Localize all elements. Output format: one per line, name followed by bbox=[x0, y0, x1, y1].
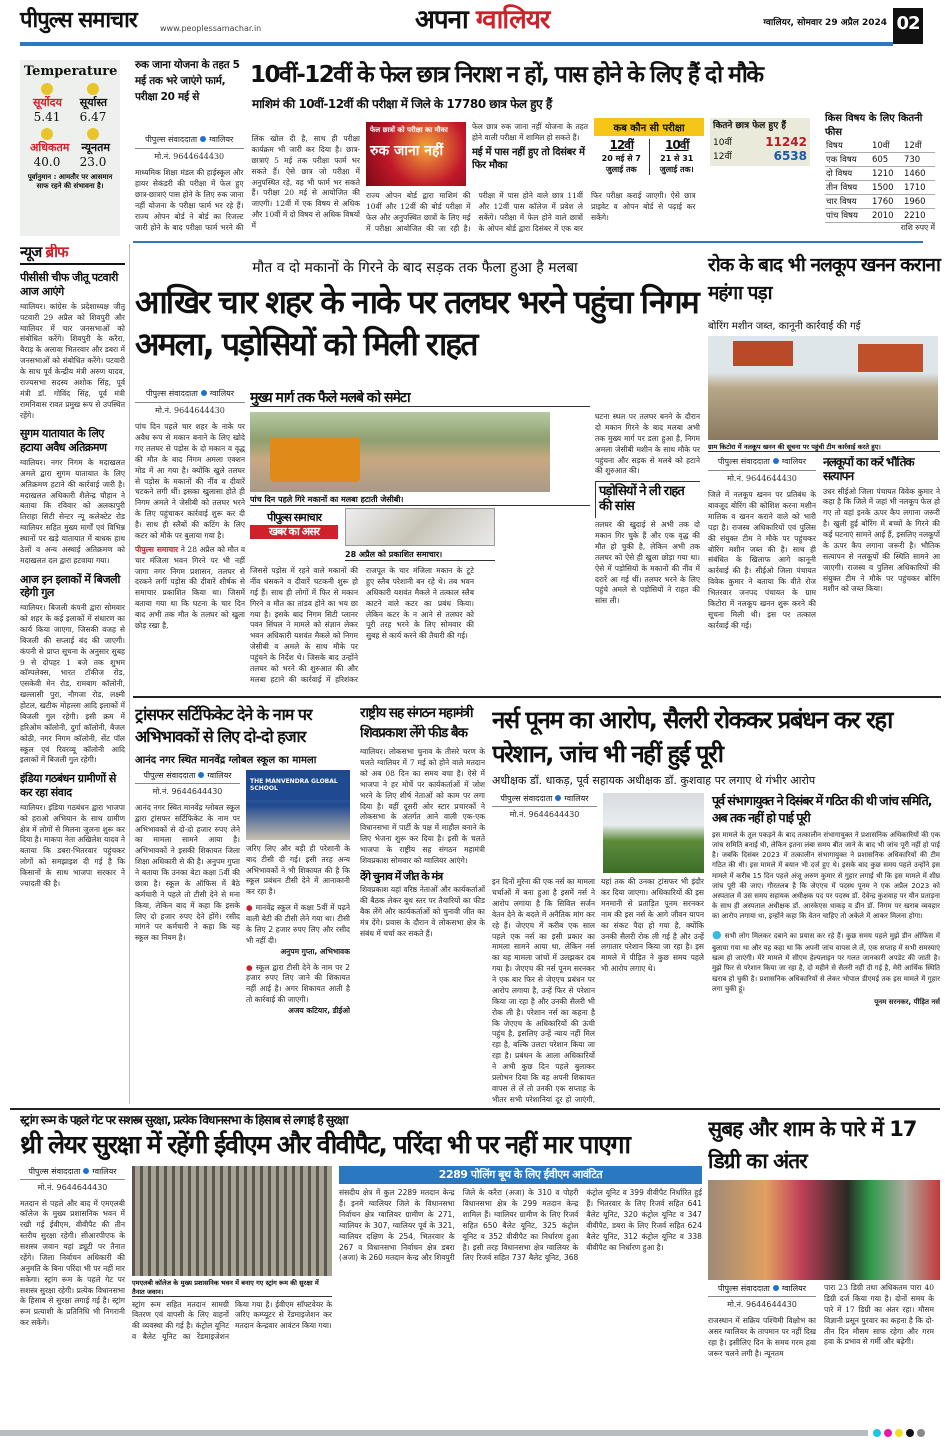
grey-dot bbox=[917, 1429, 925, 1437]
exam-schedule-box: कब कौन सी परीक्षा 12वीं 20 मई से 7 जुलाई तक 10वीं 21 से 31 जुलाई तक। bbox=[594, 118, 704, 175]
main-right-column bbox=[595, 412, 700, 692]
quote-icon: ● bbox=[246, 962, 253, 972]
evm-kicker: स्ट्रांग रूम के पहले गेट पर सशस्त्र सुरक्षा, प्रत्येक विधानसभा के हिसाब से लगाई है सुरक्षा bbox=[20, 1114, 348, 1127]
school-body-2: जरिए लिए और बड़ी ही परेशानी के बाद टीसी दी गई। इसी तरह अन्य अभिभावकों ने भी शिकायत की है कि स्कूल प्रबंधन टीसी देने में आनाकानी कर रहा है। bbox=[246, 843, 350, 897]
website-url: www.peoplessamachar.in bbox=[160, 24, 262, 33]
sun-icon bbox=[41, 83, 53, 95]
truck-shape bbox=[858, 344, 923, 372]
nurse-subhead: अधीक्षक डॉ. धाकड़, पूर्व सहायक अधीक्षक डॉ. कुशवाह पर लगाए थे गंभीर आरोप bbox=[492, 774, 816, 788]
weather-headline: सुबह और शाम के पारे में 17 डिग्री का अंतर bbox=[708, 1117, 917, 1173]
evm-story bbox=[20, 1114, 702, 1426]
brief-text: ग्वालियर। इंडिया गठबंधन द्वारा भाजपा को हराओ अभियान के साथ ग्रामीण क्षेत्र में लोगों से मिलना जुलना शुरू कर दिया है। माकपा नेता अखिलेश यादव ने बताया कि डबरा-भितरवार पहुंचकर लोगों को समझाइश दी गई है कि किसानों के साथ भाजपा सरकार ने ज्यादती की है। bbox=[20, 802, 125, 888]
top-story-subhead: मई में पास नहीं हुए तो दिसंबर में फिर मौका bbox=[472, 146, 585, 172]
news-brief-title: न्यूज ब्रीफ bbox=[20, 244, 125, 265]
thermometer-icon bbox=[87, 128, 99, 140]
borewell-caption: ग्राम किटोरा में नलकूप खनन की सूचना पर पहुंची टीम कार्रवाई करते हुए। bbox=[708, 442, 940, 452]
borewell-left bbox=[708, 456, 816, 692]
main-body-3: जिससे पड़ोस में रहने वाले मकानों की नींव धंसकने व दीवारें चटकनी शुरू हो गई हैं। साथ ही लोगों में फिर से मकान गिरने व मौत का तांडव होने का भय छा गया है। इसके बाद निगम सिटी प्लानर पवन सिंघल ने मामले को संज्ञान लेकर भवन अधिकारी यशवंत मैकले को निगम जेसीबी व अमले के साथ मौके पर पहुंचने के निर्देश थे। जिसके बाद उन्होंने तलघर को भरने की शुरुआत की और मलबा हटाने की कार्रवाई में हरिशंकर राजपूत के चार मंजिला मकान के टूटे हुए स्लैब परेशानी बन रहे थे। तब भवन अधिकारी यशवंत मैकले ने तत्काल स्लैब काटने वाले कटर का प्रबंध किया। लेकिन कटर के न आने से तलघर को पूरी तरह भरने के लिए सोमवार की सुबह से कार्य करने की तैयारी की गई। bbox=[250, 566, 474, 684]
fees-table: किस विषय के लिए कितनी फीस विषय 10वीं 12वीं एक विषय 605 730 दो विषय 1210 1460 तीन विषय 1500 1710 चार विषय 1760 1960 पांच विषय 2010 2210 राशि रुपए में bbox=[825, 113, 935, 232]
color-registration-marks bbox=[873, 1429, 925, 1437]
borewell-subhead: बोरिंग मशीन जब्त, कानूनी कार्रवाई की गई bbox=[708, 321, 861, 332]
top-kicker: रुक जाना योजना के तहत 5 मई तक भरे जाएंगे फार्म, परीक्षा 20 मई से bbox=[135, 59, 240, 103]
top-story-side bbox=[472, 122, 588, 188]
weather-byline: पीपुल्स संवाददाता ग्वालियर मो.नं. 9644644430 bbox=[708, 1283, 816, 1310]
borewell-headline: रोक के बाद भी नलकूप खनन कराना महंगा पड़ा bbox=[708, 254, 940, 304]
rss-subhead: देंगे चुनाव में जीत के मंत्र bbox=[360, 869, 443, 883]
school-quote-2: ● स्कूल द्वारा टीसी देने के नाम पर 2 हजार रुपए लिए जाने की शिकायत नहीं आई है। अगर शिकायत आती है तो कार्रवाई की जाएगी। अजय कटियार, डीईओ bbox=[246, 962, 350, 1016]
schedule-title: कब कौन सी परीक्षा bbox=[594, 118, 704, 136]
main-headline: आखिर चार शहर के नाके पर तलघर भरने पहुंचा निगम अमला, पड़ोसियों को मिली राहत bbox=[135, 283, 698, 363]
school-body: आनंद नगर स्थित मानवेंद्र ग्लोबल स्कूल द्वारा ट्रांसफर सर्टिफिकेट के नाम पर अभिभावकों से दो-दो हजार रुपए लेने का मामला सामने आया है। अभिभावकों ने इसकी शिकायत जिला शिक्षा अधिकारी से की है। अनुपम गुप्ता ने बताया कि उनका बेटा कक्षा 5वीं की छात्रा है। स्कूल के ऑफिस में बैठे कर्मचारी ने पहले तो टीसी देने से मना किया, लेकिन बाद में कहा कि इसके लिए दो हजार रुपए देने होंगे। रसीद मांगने पर कर्मचारी ने कहा कि यह स्कूल का नियम है। bbox=[135, 802, 240, 943]
max-label: अधिकतम bbox=[30, 141, 70, 154]
school-headline: ट्रांसफर सर्टिफिकेट देने के नाम पर अभिभावकों से लिए दो-दो हजार bbox=[135, 705, 312, 747]
truck-shape bbox=[733, 341, 793, 366]
nurse-quote: ● सभी लोग मिलकर दबाने का प्रयास कर रहे हैं। कुछ समय पहले मुझे डीन ऑफिस में बुलाया गया था और यह कहा था कि अपनी जांच वापस ले लें, एक सप्ताह में सभी समस्याएं खत्म हो जाएंगी। मेरे मामले में सीएम हेल्पलाइन पर गलत जानकारी अपडेट की जाती है। मुझे फिर से परेशान किया जा रहा है, दो महीने से सैलरी नहीं दी गई है, मेरी आर्थिक स्थिति खराब हो चुकी है। प्रशासनिक अधिकारियों से लेकर भोपाल डीएमई तक इस मामले में गुहार लगा चुकी हूं। पूनम सरनकर, पीड़ित नर्स bbox=[712, 928, 940, 1006]
top-story-body: पीपुल्स संवाददाता ग्वालियर मो.नं. 9644644430 माध्यमिक शिक्षा मंडल की हाईस्कूल और हायर सेकंडरी की परीक्षा में फेल हुए छात्र-छात्राएं पास होने के लिए रुक जाना नहीं योजना के परीक्षा फार्म भर रहे हैं। राज्य ओपन बोर्ड ने बोर्ड का रिजल्ट जारी होने के बाद परीक्षा फार्म भरने की लिंक खोल दी है, साथ ही परीक्षा कार्यक्रम भी जारी कर दिया है। छात्र-छात्राएं 5 मई तक परीक्षा फार्म भर सकते हैं। ऐसे छात्र जो परीक्षा में अनुपस्थित रहे, वह भी फार्म भर सकते हैं। परीक्षा 20 मई से आयोजित की जाएगी। 12वीं में एक विषय से अधिक और 10वीं में दो विषय से अधिक विषयों में bbox=[135, 134, 360, 232]
max-value: 40.0 bbox=[33, 155, 61, 169]
brief-heading: इंडिया गठबंधन ग्रामीणों से कर रहा संवाद bbox=[20, 772, 116, 799]
jcb-debris-photo bbox=[250, 412, 550, 492]
column-divider bbox=[129, 244, 130, 1104]
borewell-body: जिले में नलकूप खनन पर प्रतिबंध के बावजूद बोरिंग की कोशिश करना मशीन मालिक व खनन कराने वाले को भारी पड़ा है। राजस्व अधिकारियों एवं पुलिस की संयुक्त टीम ने मौके पर पहुंचकर बोरिंग मशीन जब्त की है। साथ ही संबंधित के खिलाफ आगे कानूनी कार्रवाई की है। सीईओ जिला पंचायत विवेक कुमार ने बताया कि वीते रोज भितरवार जनपद पंचायत के ग्राम किटोरा में नलकूप खनन शुरू करने की सूचना मिली थी। इस पर तत्काल कार्रवाई की गई। bbox=[708, 490, 816, 630]
nurse-body-2: इस मामले के तूल पकड़ने के बाद तत्कालीन संभागायुक्त ने प्रशासनिक अधिकारियों की एक जांच समिति बनाई थी, लेकिन इतना लंबा समय बीत जाने के बाद भी जांच पूरी नहीं हो पाई है। जबकि दिसंबर 2023 में तत्कालीन संभागायुक्त ने प्रशासनिक अधिकारियों की टीम गठित की थी। इस मामले में बयान भी दर्ज हुए थे। इसके बाद कुछ समय पहले उन्होंने इस मामले में करीब 15 दिन पहले अंजू अरुण कुमार से गुहार लगाई थी कि इस मामले में शीघ्र जांच पूरी की जाए। गौरतलब है कि जेएएच में पदस्थ पूनम ने एक अप्रैल 2023 को अस्पताल में उस समय सहायक अधीक्षक पद पर पदस्थ डॉ. देवेन्द्र कुशवाह पर यौन प्रताड़ना के साथ ही अस्पताल अधीक्षक डॉ. आरकेएस धाकड़ व डीन डॉ. निगम पर खराब व्यवहार का आरोप लगाया था, इन्होंने कहा कि वेतन चाहिए तो अकेले में आकर मिलना होगा। bbox=[712, 830, 940, 921]
photo-caption: पांच दिन पहले गिरे मकानों का मलबा हटाती जेसीबी। bbox=[250, 494, 590, 506]
fees-title: किस विषय के लिए कितनी फीस bbox=[825, 113, 923, 138]
jcb-shape bbox=[270, 437, 360, 482]
evm-body-2: स्ट्रांग रूम सहित मतदान सामग्री वितरण एवं वापसी के लिए वाहनों की व्यवस्था की गई है। कंट्रोल यूनिट व बैलेट यूनिट का रेंडमाइजेशन किया गया है। ईवीएम सॉफ्टवेयर के जरिए कम्प्यूटर से रेंडमाइजेशन कर मतदान केन्द्रवार आवंटन किया गया। bbox=[132, 1299, 332, 1342]
school-subhead: आनंद नगर स्थित मानवेंद्र ग्लोबल स्कूल का मामला bbox=[135, 754, 317, 766]
evm-body: मतदान से पहले और बाद में एमएलबी कॉलेज के मुख्य प्रशासनिक भवन में रखी गई ईवीएम, वीवीपैट की तीन स्तरीय सुरक्षा रहेगी। सीआरपीएफ के सशस्त्र जवान यहां ड्यूटी पर तैनात रहेंगे। जिला निर्वाचन अधिकारी की अनुमति के बिना परिंदा भी पर नहीं मार सकेगा। स्ट्रांग रूम के पहले गेट पर सशस्त्र सुरक्षा रहेगी। प्रत्येक विधानसभा के हिसाब से सुरक्षा लगाई गई है। स्ट्रांग रूम प्रत्याशी के प्रतिनिधि भी निगरानी कर सकेंगे। bbox=[20, 1198, 125, 1328]
brief-heading: सुगम यातायात के लिए हटाया अवैध अतिक्रमण bbox=[20, 427, 107, 455]
temperature-title: Temperature bbox=[24, 64, 118, 79]
hospital-photo bbox=[603, 793, 704, 873]
evm-headline: थ्री लेयर सुरक्षा में रहेंगी ईवीएम और वीवीपैट, परिंदा भी पर नहीं मार पाएगा bbox=[20, 1129, 630, 1159]
main-side-text-2: तलघर की खुदाई से अभी तक दो मकान गिर चुके हैं और एक वृद्ध की मौत हो चुकी है, लेकिन अभी तक तलघर को ऐसे ही खुला छोड़ा गया था। ऐसे में पड़ोसियों के मकानों की नींव में दरारें आ गई थीं। तलघर भरने के लिए पहुंचे अमले से पड़ोसियों ने राहत की सांस ली। bbox=[595, 520, 700, 606]
nurse-story bbox=[492, 704, 940, 1104]
borewell-subhead-2: नलकूपों का करें भौतिक सत्यापन bbox=[823, 456, 914, 483]
top-subhead: माशिमं की 10वीं-12वीं की परीक्षा में जिले के 17780 छात्र फेल हुए हैं bbox=[252, 97, 552, 111]
brief-text: ग्वालियर। बिजली कंपनी द्वारा सोमवार को शहर के कई इलाकों में संधारण का कार्य किया जाएगा, जिसकी वजह से बिजली की सप्लाई बंद की जाएगी। कंपनी से प्राप्त सूचना के अनुसार सुबह 9 से दोपहर 1 बजे तक शुभम कॉम्पलेक्स, भारत टॉकीज रोड, एसकेवी मेन रोड, रामबाग कॉलोनी, खल्लासी पुरा, नौगजा रोड, लक्ष्मी होटल, खटीक मोहल्ला आदि इलाकों में बिजली गुल रहेगी। इसी क्रम में हरिओम कॉलोनी, दुर्गा कॉलोनी, बैजल कोठी, नगर निगम कॉलोनी, सेंट पॉल स्कूल एवं रिवरव्यू कॉलोनी आदि इलाकों में बिजली गुल रहेगी। bbox=[20, 603, 125, 765]
section-title: अपना ग्वालियर bbox=[415, 5, 550, 35]
khabar-ka-asar-badge: पीपुल्स समाचार खबर का असर bbox=[250, 512, 338, 539]
school-sign-photo: THE MANVENDRA GLOBAL SCHOOL bbox=[246, 770, 350, 840]
min-label: न्यूनतम bbox=[81, 141, 110, 154]
rss-body-2: शिवप्रकाश यहां वरिष्ठ नेताओं और कार्यकर्ताओं की बैठक लेकर बूथ स्तर पर तैयारियों का फीड बैक लेंगे और कार्यकर्ताओं को चुनावी जीत का मंत्र देंगे। प्रवास के दौरान वे लोकसभा क्षेत्र के संबंध में चर्चा कर सकते हैं। bbox=[360, 885, 485, 938]
quote-icon: ● bbox=[712, 928, 723, 942]
school-quote-1: ● मानवेंद्र स्कूल में कक्षा 5वीं में पढ़ने वाली बेटी की टीसी लेने गया था। टीसी के लिए 2 हजार रुपए लिए और रसीद भी नहीं दी। अनुपम गुप्ता, अभिभावक bbox=[246, 903, 350, 956]
sunrise-label: सूर्योदय bbox=[32, 96, 62, 109]
borewell-photo bbox=[708, 336, 938, 440]
heat-photo bbox=[708, 1180, 940, 1280]
main-body-2: पीपुल्स समाचार ने 28 अप्रैल को मौत व चार मंजिला भवन गिरने पर भी नहीं जागा नगर निगम प्रशासन, तलघर से दरकने लगीं पड़ोस की दीवारें शीर्षक से समाचार प्रकाशित किया था। जिसमें बताया गया था कि घटना के चार दिन बाद अभी तक मौत के तलघर को खुला छोड़ रखा है, bbox=[135, 544, 245, 630]
brief-heading: आज इन इलाकों में बिजली रहेगी गुल bbox=[20, 572, 120, 600]
section-rule bbox=[133, 241, 923, 243]
borewell-right bbox=[823, 456, 940, 692]
black-dot bbox=[906, 1429, 914, 1437]
main-byline: पीपुल्स संवाददाता ग्वालियर मो.नं. 9644644430 bbox=[135, 388, 245, 416]
brief-text: ग्वालियर। नगर निगम के मदाखलत अमले द्वारा सुगम यातायात के लिए अतिक्रमण हटाने की कार्रवाई जारी है। मदाखलत अधिकारी शैलेन्द्र चौहान ने बताया कि रविवार को अलकापुरी तिराहा सिटी सेन्टर न्यू कलेक्टेट रोड ग्वालियर सहित मुख्य मार्गों एवं विभिन्न स्थानों पर खड़े यातायात में बाधक हाथ ठेलों व अन्य अस्थाई अतिक्रमण को मदाखलत दल द्वारा हटवाया गया। bbox=[20, 457, 125, 565]
rss-body: ग्वालियर। लोकसभा चुनाव के तीसरे चरण के चलते ग्वालियर में 7 मई को होने वाले मतदान को अब 08 दिन का समय बचा है। ऐसे में भाजपा ने हर मोर्चे पर कार्यकर्ताओं में जोश भरने के लिए शीर्ष नेताओं को काम पर लगा दिया है। वहीं दूसरी ओर स्टार प्रचारकों ने लोकसभा के अंतर्गत आने वाली एक-एक विधानसभा में पार्टी के पक्ष में माहौल बनाने के लिए भेजना शुरू कर दिया है। इसी के चलते भाजपा के राष्ट्रीय सह संगठन महामंत्री शिवप्रकाश सोमवार को ग्वालियर आएंगे। bbox=[360, 747, 485, 865]
forecast: पूर्वानुमान : आमतौर पर आसमान साफ रहने की संभावना है। bbox=[27, 173, 113, 191]
main-subhead-1: मुख्य मार्ग तक फैले मलबे को समेटा bbox=[250, 390, 590, 407]
date-line: ग्वालियर, सोमवार 29 अप्रैल 2024 bbox=[763, 18, 887, 28]
published-clipping bbox=[345, 508, 495, 546]
nurse-body: इन दिनों मुरैना की एक नर्स का मामला चर्चाओं में बना हुआ है इसमें नर्स ने आरोप लगाया है कि सिविल सर्जन वेतन देने के बदले में अनैतिक मांग कर रहे हैं। जेएएच में करीब एक साल पहले एक नर्स का इसी प्रकार का मामला सामने आया था, लेकिन नर्स का यह मामला जांचों में उलझकर दब गया है। जेएएच की नर्स पूनम सरनकर ने एक बार फिर से जेएएच प्रबंधन पर आरोप लगाया है, उन्हें फिर से परेशान किया जा रहा है और उनकी सैलरी भी रोक ली है। परेशान नर्स का कहना है कि जेएएच के अधिकारियों की ऊंची पहुंच है, इसलिए उन्हें न्याय नहीं मिल रहा है, बल्कि उलटा परेशान किया जा रहा है। प्रबंधन के आला अधिकारियों ने अभी कुछ दिन पहले बुलाकर प्रलोभन दिया कि वह अपनी शिकायत वापस ले लें तो उनकी एक सप्ताह के भीतर सभी परेशानियां दूर हो जाएंगी, यहां तक की उनका ट्रांसफर भी इंदौर कर दिया जाएगा। अधिकारियों की इस मनमानी से प्रताड़ित पूनम सरनकर नाम की इस नर्स के आगे जीवन यापन का संकट पैदा हो गया है, क्योंकि उनकी सैलरी रोक ली गई है और उन्हें लगातार परेशान किया जा रहा है। इस मामले में पीड़ित ने कुछ समय पहले भी आरोप लगाए थे। bbox=[492, 877, 704, 1104]
page-number: 02 bbox=[893, 8, 923, 44]
news-brief-column bbox=[20, 244, 125, 1104]
masthead-rule bbox=[20, 42, 893, 46]
failed-title: कितने छात्र फेल हुए हैं bbox=[713, 121, 787, 131]
nurse-byline: पीपुल्स संवाददाता ग्वालियर मो.नं. 9644644430 bbox=[492, 793, 597, 873]
main-subhead-2: पड़ोसियों ने ली राहत की सांस bbox=[595, 481, 700, 518]
temperature-box bbox=[20, 60, 120, 236]
evm-byline: पीपुल्स संवाददाता ग्वालियर मो.नं. 9644644430 bbox=[20, 1166, 125, 1193]
section-divider bbox=[10, 1108, 940, 1110]
brief-heading: पीसीसी चीफ जीतू पटवारी आज आएंगे bbox=[20, 271, 118, 298]
sunset-value: 6.47 bbox=[79, 110, 107, 124]
main-left-column bbox=[135, 388, 245, 690]
sunrise-value: 5.41 bbox=[33, 110, 61, 124]
evm-caption: एमएलबी कॉलेज के मुख्य प्रशासनिक भवन में बनाए गए स्ट्रांग रूम की सुरक्षा में तैनात जवान। bbox=[132, 1278, 332, 1297]
top-headline: 10वीं-12वीं के फेल छात्र निराश न हों, पास होने के लिए हैं दो मौके bbox=[250, 62, 763, 88]
cyan-dot bbox=[873, 1429, 881, 1437]
quote-icon: ● bbox=[246, 903, 253, 913]
ruk-jana-nahi-graphic: फेल छात्रों को परीक्षा का मौका रुक जाना नहीं bbox=[366, 122, 466, 186]
clipping-caption: 28 अप्रैल को प्रकाशित समाचार। bbox=[345, 549, 495, 561]
nurse-headline: नर्स पूनम का आरोप, सैलरी रोककर प्रबंधन कर रहा परेशान, जांच भी नहीं हुई पूरी bbox=[492, 706, 892, 768]
yellow-dot bbox=[895, 1429, 903, 1437]
masthead bbox=[0, 0, 945, 44]
rss-story bbox=[360, 704, 485, 1104]
strong-room-photo bbox=[132, 1166, 332, 1276]
weather-body: राजस्थान में सक्रिय पश्चिमी विक्षोभ का असर ग्वालियर के तापमान पर नहीं दिख रहा है। इसीलिए दिन के समय गरम हवा जरूर चलने लगी है। न्यूनतम bbox=[708, 1316, 816, 1358]
school-byline: पीपुल्स संवाददाता ग्वालियर मो.नं. 9644644430 bbox=[135, 770, 240, 797]
magenta-dot bbox=[884, 1429, 892, 1437]
main-side-text: घटना स्थल पर तलघर बनने के दौरान दो मकान गिरने के बाद मलबा अभी तक मुख्य मार्ग पर डला हुआ है, निगम अमला जेसीबी मशीन के साथ मौके पर पहुंचना और सड़क से मलबे को हटाने की शुरुआत की। bbox=[595, 412, 700, 476]
evm-allocation-box: 2289 पोलिंग बूथ के लिए ईवीएम आवंटित bbox=[339, 1166, 702, 1185]
top-story-col-3: राज्य ओपन बोर्ड द्वारा माशिमं की 10वीं और 12वीं की बोर्ड परीक्षा में फेल और अनुपस्थित छात्रों के लिए मई में परीक्षा आयोजित की जा रही है। परीक्षा में पास होने वाले छात्र 11वीं और 12वीं पास कॉलेज में प्रवेश ले सकेंगे। परीक्षा में फेल होने वाले छात्रों के ओपन बोर्ड द्वारा दिसंबर में एक बार फिर परीक्षा कराई जाएगी। ऐसे छात्र प्राइवेट व ओपन बोर्ड से पढ़ाई कर सकेंगे। bbox=[366, 191, 696, 233]
top-byline: पीपुल्स संवाददाता ग्वालियर मो.नं. 9644644430 bbox=[135, 134, 244, 162]
weather-body-2: पारा 23 डिग्री तथा अधिकतम पारा 40 डिग्री दर्ज किया गया है। दोनों समय के पारे में 17 डिग्री का अंतर रहा। मौसम विज्ञानी प्रसून पुरवार का कहना है कि दो-तीन दिन मौसम साफ रहेगा और गरम हवा के प्रभाव से गर्मी और बढ़ेगी। bbox=[824, 1283, 934, 1347]
rss-headline: राष्ट्रीय सह संगठन महामंत्री शिवप्रकाश लेंगे फीड बैक bbox=[360, 705, 473, 741]
borewell-body-2: उधर सीईओ जिला पंचायत विवेक कुमार ने कहा है कि जिले में जहां भी नलकूप फेल हो गए तो वहां इनके ऊपर कैप लगाना जरूरी है। खुली हुई बोरिंग में बच्चों के गिरने की कई घटनाएं सामने आई हैं, इसलिए नलकूपों के ऊपर कैप लगाना जरूरी है। भौतिक सत्यापन से नलकूपों की स्थिति सामने आ जाएगी। राजस्व व पुलिस अधिकारियों की संयुक्त टीम ने मौके पर पहुंचकर बोरिंग मशीन को जब्त किया। bbox=[823, 486, 940, 594]
top-story-col: फेल छात्र रुक जाना नहीं योजना के तहत होने वाली परीक्षा में शामिल हो सकते हैं। bbox=[472, 122, 588, 142]
weather-story bbox=[708, 1114, 940, 1426]
sun-icon bbox=[87, 83, 99, 95]
footer-bar bbox=[0, 1430, 868, 1436]
logo: पीपुल्स समाचार bbox=[20, 8, 137, 33]
school-story bbox=[135, 704, 350, 1104]
evm-body-3: संसदीय क्षेत्र में कुल 2289 मतदान केन्द्र हैं। इनमें ग्वालियर जिले के विधानसभा निर्वाचन क्षेत्र ग्वालियर ग्रामीण के 271, ग्वालियर के 307, ग्वालियर पूर्व के 321, ग्वालियर दक्षिण के 254, भितरवार के 267 व विधानसभा निर्वाचन क्षेत्र डबरा (अजा) के 260 मतदान केन्द्र और शिवपुरी जिले के करैरा (अजा) के 310 व पोहरी विधानसभा क्षेत्र के 299 मतदान केन्द्र शामिल हैं। ग्वालियर ग्रामीण के लिए रिजर्व सहित 650 बैलेट यूनिट, 325 कंट्रोल यूनिट व 352 वीवीपैट का निर्धारण हुआ है। इसी तरह विधानसभा क्षेत्र ग्वालियर के लिए रिजर्व सहित 737 बैलेट यूनिट, 368 कंट्रोल यूनिट व 399 वीवीपैट निर्धारित हुई हैं। भितरवार के लिए रिजर्व सहित 641 बैलेट यूनिट, 320 कंट्रोल यूनिट व 347 वीवीपैट, डबरा के लिए रिजर्व सहित 624 बैलेट यूनिट, 312 कंट्रोल यूनिट व 338 वीवीपैट का निर्धारण हुआ है। bbox=[339, 1188, 702, 1263]
failed-students-box: कितने छात्र फेल हुए हैं 10वीं 11242 12वीं 6538 bbox=[710, 118, 810, 166]
min-value: 23.0 bbox=[79, 155, 107, 169]
thermometer-icon bbox=[41, 128, 53, 140]
brief-text: ग्वालियर। कांग्रेस के प्रदेशाध्यक्ष जीतू पटवारी 29 अप्रैल को शिवपुरी और ग्वालियर में चार जनसभाओं को संबोधित करेंगे। शिवपुरी के करैरा, बैराड़ के अलावा भितरवार और डबरा में जनसभाओं को संबोधित करेंगे। पटवारी के साथ पूर्व केन्द्रीय मंत्री अरुण यादव, राज्यसभा सदस्य अशोक सिंह, पूर्व मंत्री डॉ. गोविंद सिंह, पूर्व मंत्री रामनिवास रावत प्रमुख रूप से उपस्थित रहेंगे। bbox=[20, 301, 125, 420]
section-divider bbox=[133, 696, 941, 698]
main-body-1: पांच दिन पहले चार शहर के नाके पर अवैध रूप से मकान बनाने के लिए खोदे गए तलघर से पड़ोस के दो मकान व वृद्ध की मौत के बाद निगम अमला एक्शन मोड में आ गया है। क्योंकि खुले तलघर से पड़ोस के मकानों की नींव व दीवारें चटकने लगी थीं। इसका खुलासा होते ही निगम अमले ने जेसीबी को तलघर भरने के लिए पहुंचाकर कार्रवाई शुरू कर दी है। साथ ही स्लैबों की कटिंग के लिए कटर को मौके पर बुलाया गया है। bbox=[135, 422, 245, 540]
nurse-subhead-2: पूर्व संभागायुक्त ने दिसंबर में गठित की थी जांच समिति, अब तक नहीं हो पाई पूरी bbox=[712, 793, 932, 826]
sunset-label: सूर्यास्त bbox=[79, 96, 108, 109]
main-kicker: मौत व दो मकानों के गिरने के बाद सड़क तक फैला हुआ है मलबा bbox=[252, 260, 578, 276]
borewell-byline: पीपुल्स संवाददाता ग्वालियर मो.नं. 9644644430 bbox=[708, 456, 816, 484]
